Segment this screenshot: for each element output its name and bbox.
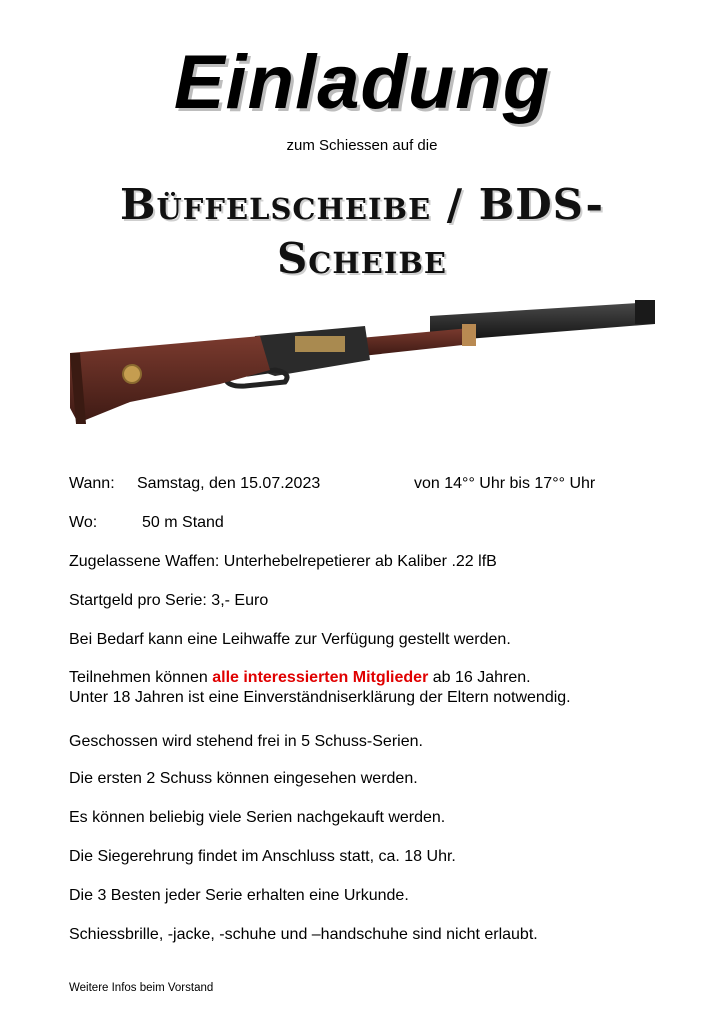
footer-note: Weitere Infos beim Vorstand — [69, 982, 214, 994]
weapons-text: Zugelassene Waffen: Unterhebelrepetierer ab Kaliber .22 lfB — [69, 553, 497, 570]
headline — [0, 178, 724, 286]
rule-text: Geschossen wird stehend frei in 5 Schuss-Serien. — [69, 733, 423, 750]
page-title: Einladung — [173, 40, 551, 125]
where-label: Wo: — [69, 514, 98, 531]
rifle-image — [70, 298, 655, 428]
participants-line-2: Unter 18 Jahren ist eine Einverständniserklärung der Eltern notwendig. — [69, 689, 571, 706]
rule-text: Die Siegerehrung findet im Anschluss statt, ca. 18 Uhr. — [69, 848, 456, 865]
where-value: 50 m Stand — [142, 514, 224, 531]
rule-text: Schiessbrille, -jacke, -schuhe und –handschuhe sind nicht erlaubt. — [69, 926, 538, 943]
loan-text: Bei Bedarf kann eine Leihwaffe zur Verfügung gestellt werden. — [69, 631, 511, 648]
headline-line-1: Büffelscheibe / BDS- — [120, 180, 604, 229]
fee-text: Startgeld pro Serie: 3,- Euro — [69, 592, 269, 609]
headline-line-2: Scheibe — [276, 234, 448, 283]
rule-text: Es können beliebig viele Serien nachgekauft werden. — [69, 809, 446, 826]
rule-text: Die 3 Besten jeder Serie erhalten eine Urkunde. — [69, 887, 409, 904]
participants-highlight: alle interessierten Mitglieder — [212, 669, 429, 686]
when-date: Samstag, den 15.07.2023 — [137, 475, 321, 492]
rule-text: Die ersten 2 Schuss können eingesehen werden. — [69, 770, 418, 787]
subtitle: zum Schiessen auf die — [286, 137, 438, 154]
participants-prefix: Teilnehmen können — [69, 669, 213, 686]
when-row — [69, 474, 596, 494]
participants-suffix: ab 16 Jahren. — [428, 669, 531, 686]
when-time: von 14°° Uhr bis 17°° Uhr — [414, 475, 596, 492]
where-row — [69, 513, 224, 533]
participants-line-1 — [69, 668, 531, 688]
when-label: Wann: — [69, 475, 115, 492]
